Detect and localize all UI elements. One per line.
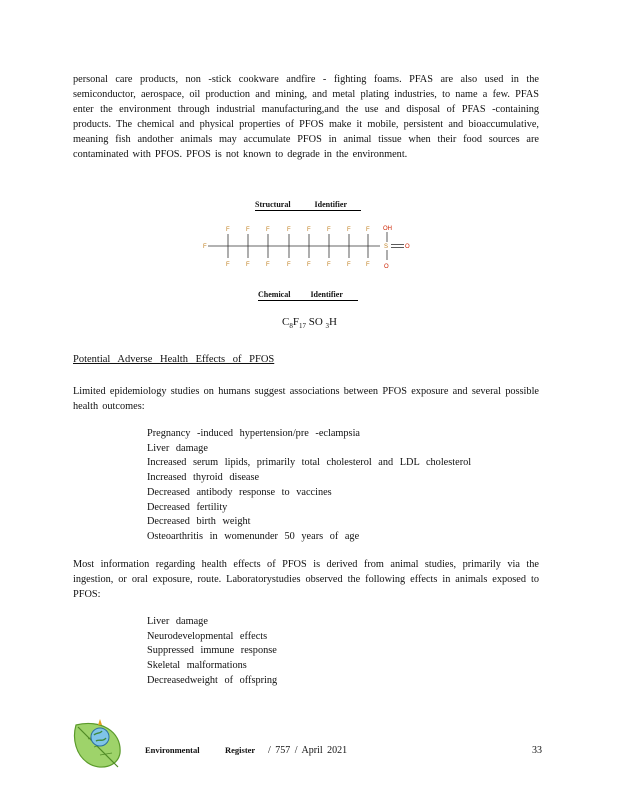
fluorine-atom: F [287, 262, 291, 268]
human-outcomes-list [129, 427, 471, 545]
fluorine-atom: F [366, 227, 370, 233]
fluorine-atom: F [226, 227, 230, 233]
chemical-identifier-label: Chemical Identifier [258, 290, 358, 301]
epidemiology-paragraph: Limited epidemiology studies on humans suggest associations between PFOS exposure and several possible health outcomes: [73, 386, 539, 412]
list-item [129, 615, 277, 630]
pfos-structure-diagram [198, 220, 418, 272]
list-item-text: Osteoarthritis in womenunder 50 years of age [147, 530, 360, 542]
fluorine-atom: F [327, 227, 331, 233]
fluorine-atom-left: F [203, 244, 207, 250]
list-item-text: Decreasedweight of offspring [147, 674, 278, 686]
list-item [129, 471, 471, 486]
fluorine-atom: F [327, 262, 331, 268]
fluorine-atom: F [246, 262, 250, 268]
list-item [129, 515, 471, 530]
animal-studies-paragraph: Most information regarding health effects of PFOS is derived from animal studies, primarily via the ingestion, or oral exposure, route. Laboratorystudies observed the following effects in animals exposed to PFOS: [73, 559, 539, 600]
structural-identifier-label: Structural Identifier [255, 200, 361, 211]
fluorine-atom: F [366, 262, 370, 268]
intro-paragraph: personal care products, non -stick cookware andfire - fighting foams. PFAS are also used in the semiconductor, aerospace, oil production and mining, and metal plating industries, to name a few. PFAS enter the environment through industrial manufacturing,and the use and disposal of PFAS -containing products. The chemical and physical properties of PFOS make it mobile, persistent and bioaccumulative, meaning fish andother animals may accumulate PFOS in animal tissue when their food sources are contaminated with PFOS. PFOS is not known to degrade in the environment. [73, 74, 539, 160]
fluorine-atom: F [307, 227, 311, 233]
fluorine-atom: F [226, 262, 230, 268]
list-item-text: Decreased birth weight [147, 516, 251, 528]
fluorine-atom: F [347, 227, 351, 233]
list-item [129, 674, 277, 689]
oxygen-atom-right: O [405, 244, 410, 250]
list-item-text: Liver damage [147, 442, 208, 454]
fluorine-atom: F [266, 227, 270, 233]
list-item-text: Pregnancy -induced hypertension/pre -eclampsia [147, 428, 361, 439]
fluorine-atom: F [266, 262, 270, 268]
list-item [129, 456, 471, 471]
footer-register: Register [225, 745, 256, 755]
list-item [129, 501, 471, 516]
list-item [129, 630, 277, 645]
fluorine-atom: F [246, 227, 250, 233]
section-heading: Potential Adverse Health Effects of PFOS [73, 354, 275, 365]
hydroxyl-group: OH [383, 226, 392, 232]
list-item-text: Suppressed immune response [147, 645, 277, 657]
list-item-text: Increased thyroid disease [147, 472, 260, 484]
fluorine-atom: F [287, 227, 291, 233]
footer-issue: / 757 / April 2021 [268, 745, 348, 756]
footer-journal-name: Environmental [145, 745, 200, 755]
fluorine-atom: F [347, 262, 351, 268]
list-item [129, 427, 471, 442]
oxygen-atom-bottom: O [384, 264, 389, 270]
list-item-text: Liver damage [147, 616, 208, 627]
list-item-text: Decreased fertility [147, 501, 228, 513]
page-number: 33 [532, 745, 542, 756]
list-item [129, 530, 471, 545]
list-item [129, 486, 471, 501]
list-item [129, 442, 471, 457]
sulfur-atom: S [384, 244, 389, 250]
list-item-text: Decreased antibody response to vaccines [147, 486, 332, 498]
list-item-text: Skeletal malformations [147, 660, 247, 672]
list-item-text: Increased serum lipids, primarily total cholesterol and LDL cholesterol [147, 457, 472, 469]
animal-effects-list [129, 615, 277, 689]
list-item-text: Neurodevelopmental effects [147, 630, 268, 642]
chemical-formula: $C_8F_{17}$ SO $_3$H [282, 316, 337, 331]
list-item [129, 659, 277, 674]
list-item [129, 644, 277, 659]
journal-leaf-logo [70, 715, 126, 773]
fluorine-atom: F [307, 262, 311, 268]
